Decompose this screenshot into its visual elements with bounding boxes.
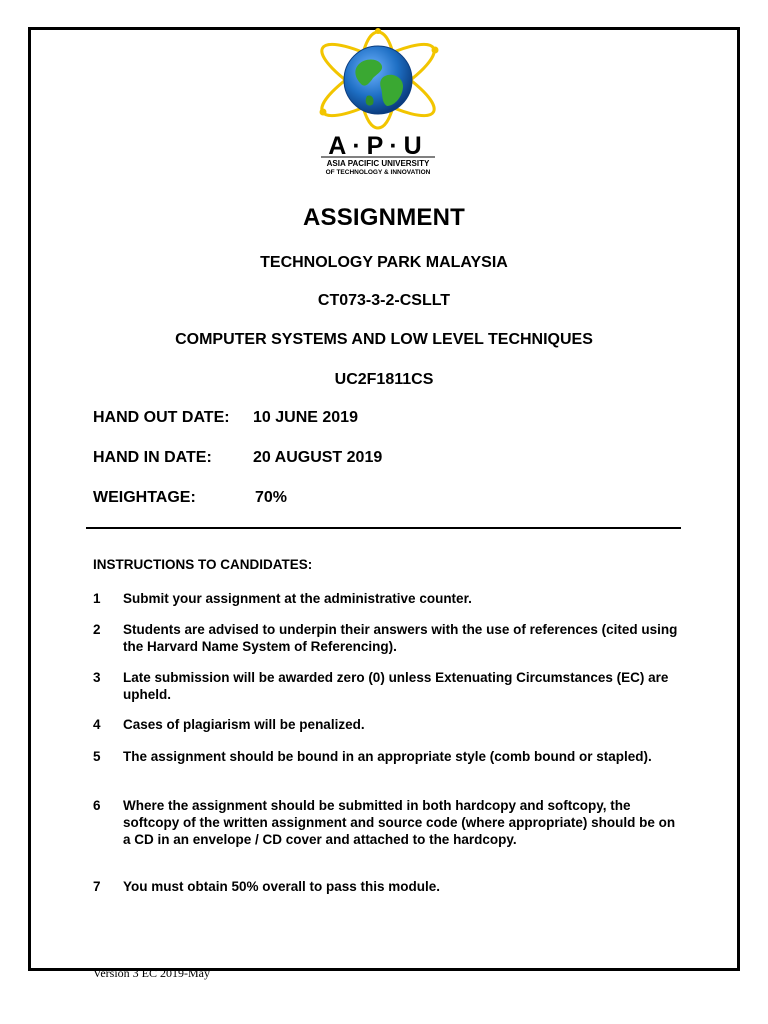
weightage-label: WEIGHTAGE: [93, 489, 196, 506]
apu-logo [307, 28, 449, 180]
hand-out-date-label: HAND OUT DATE: [93, 409, 230, 426]
hand-out-date-value: 10 JUNE 2019 [253, 409, 358, 426]
instruction-text: Submit your assignment at the administrative counter. [123, 591, 472, 606]
instructions-heading: INSTRUCTIONS TO CANDIDATES: [93, 557, 313, 572]
instruction-text: Students are advised to underpin their answers with the use of references (cited using the Harvard Name System of Referencing). [123, 622, 678, 654]
instruction-number: 2 [93, 622, 101, 637]
instruction-text: Late submission will be awarded zero (0) unless Extenuating Circumstances (EC) are upheld. [123, 670, 669, 702]
hand-in-date-label: HAND IN DATE: [93, 449, 212, 466]
instruction-number: 4 [93, 717, 101, 732]
hand-out-date [93, 409, 358, 427]
logo-name-line2: OF TECHNOLOGY & INNOVATION [325, 169, 431, 176]
module-name: COMPUTER SYSTEMS AND LOW LEVEL TECHNIQUES [175, 331, 593, 348]
instruction-text: The assignment should be bound in an appropriate style (comb bound or stapled). [123, 749, 652, 764]
logo-letters: A·P·U [328, 132, 428, 160]
instruction-text: Where the assignment should be submitted in both hardcopy and softcopy, the softcopy of the written assignment and source code (where appropriate) should be on a CD in an envelope / CD cover and attached to the hardcopy. [123, 798, 676, 847]
logo-name-line1: ASIA PACIFIC UNIVERSITY [326, 159, 430, 168]
instruction-number: 5 [93, 749, 101, 764]
version-footer: Version 3 EC 2019-May [93, 966, 210, 980]
divider [86, 527, 681, 529]
weightage-value: 70% [255, 489, 288, 506]
instruction-text: Cases of plagiarism will be penalized. [123, 717, 365, 732]
weightage [93, 489, 288, 507]
instruction-number: 7 [93, 879, 101, 894]
module-code: CT073-3-2-CSLLT [317, 292, 451, 309]
location: TECHNOLOGY PARK MALAYSIA [260, 254, 508, 271]
intake-code: UC2F1811CS [334, 371, 434, 388]
instruction-number: 6 [93, 798, 101, 813]
instruction-text: You must obtain 50% overall to pass this module. [123, 879, 441, 894]
hand-in-date-value: 20 AUGUST 2019 [253, 449, 383, 466]
instruction-number: 3 [93, 670, 101, 685]
hand-in-date [93, 449, 383, 467]
instruction-number: 1 [93, 591, 101, 606]
document-title: ASSIGNMENT [302, 204, 465, 231]
